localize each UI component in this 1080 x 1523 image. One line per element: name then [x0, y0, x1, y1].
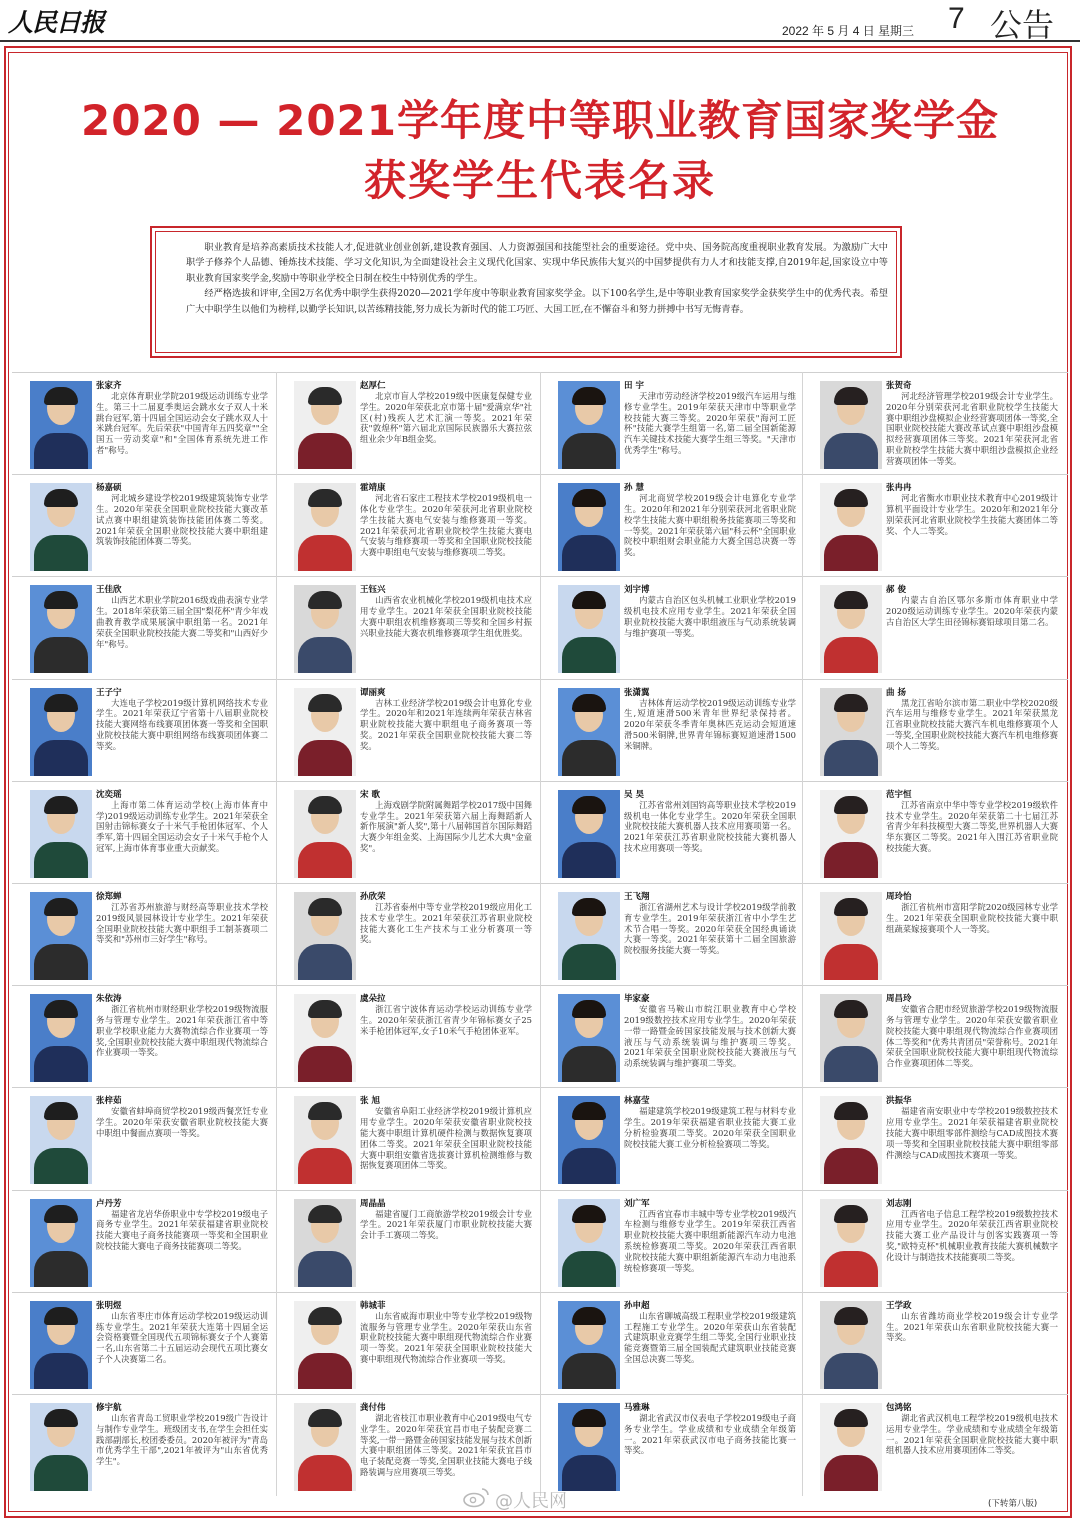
- student-description: 江苏省泰州中等专业学校2019级应用化工技术专业学生。2021年荣获江苏省职业院校技能大赛化工生产技术与工业分析赛项一等奖。: [360, 902, 532, 945]
- photo-hair: [834, 387, 868, 405]
- student-description: 湖北省枝江市职业教育中心2019级电气专业学生。2020年荣获宜昌市电子装配竞赛二等奖,一带一路暨金砖国家技能发展与技术创新大赛中职组团体三等奖。2021年荣获宜昌市电子装配竞赛一等奖,全国职业技能大赛电子线路装调与应用赛项三等奖。: [360, 1413, 532, 1477]
- issue-date: 2022 年 5 月 4 日 星期三: [782, 24, 915, 38]
- photo-figure: [34, 433, 88, 469]
- student-entry: [276, 884, 538, 985]
- student-name: 王子宁: [96, 687, 122, 698]
- student-name: 张梓茹: [96, 1096, 122, 1107]
- student-entry: [276, 1088, 538, 1189]
- student-name: 洪振华: [886, 1096, 912, 1107]
- student-description: 江苏省常州刘国钧高等职业技术学校2019级机电一体化专业学生。2020年荣获全国职业院校技能大赛机器人技术应用赛项第一名。2021年荣获江苏省职业院校技能大赛机器人技术应用赛项一等奖。: [624, 799, 796, 853]
- student-description: 江西省电子信息工程学校2019级数控技术应用专业学生。2020年荣获江西省职业院校技能大赛工业产品设计与创客实践赛项一等奖,"欧特克杯"机械职业教育技能大赛机械数字化设计与制造技术技能赛项二等奖。: [886, 1208, 1058, 1262]
- student-name: 周晶晶: [360, 1198, 386, 1209]
- student-name: 张明煜: [96, 1300, 122, 1311]
- photo-hair: [834, 1000, 868, 1018]
- student-name: 韩城菲: [360, 1300, 386, 1311]
- student-name: 刘宇博: [624, 585, 650, 596]
- student-description: 江西省宜春市丰城中等专业学校2019级汽车检测与维修专业学生。2019年荣获江西省职业院校技能大赛中职组新能源汽车动力电池系统检修赛项二等奖。2020年荣获江西省职业院校技能大赛中职组新能源汽车动力电池系统检修赛项一等奖。: [624, 1208, 796, 1273]
- student-name: 王佳欣: [96, 585, 122, 596]
- student-photo: [30, 688, 92, 776]
- student-entry: [802, 577, 1064, 678]
- student-entry: [276, 475, 538, 576]
- student-photo: [558, 585, 620, 673]
- student-name: 王学政: [886, 1300, 912, 1311]
- student-photo: [294, 994, 356, 1082]
- student-entry: [802, 1088, 1064, 1189]
- column-divider: [802, 372, 803, 1496]
- photo-figure: [562, 1046, 616, 1082]
- photo-hair: [572, 489, 606, 507]
- student-entry: [802, 1395, 1064, 1496]
- student-description: 江苏省南京中华中等专业学校2019级软件技术专业学生。2020年荣获第二十七届江苏省青少年科技模型大赛二等奖,世界机器人大赛华东赛区二等奖。2021年入围江苏省职业院校技能大赛。: [886, 799, 1058, 853]
- student-photo: [820, 994, 882, 1082]
- photo-hair: [572, 1409, 606, 1427]
- student-name: 张贺奇: [886, 381, 912, 391]
- weibo-icon: [462, 1486, 490, 1508]
- photo-hair: [44, 387, 78, 405]
- student-name: 周昌玲: [886, 994, 912, 1005]
- student-description: 河北经济管理学校2019级会计专业学生。2020年分别荣获河北省职业院校学生技能大赛中职组沙盘模拟企业经营赛项团体一等奖,全国职业院校技能大赛改革试点赛中职组沙盘模拟经营赛项团体三等奖。2021年荣获河北省职业院校学生技能大赛中职组沙盘模拟企业经营赛项团体一等奖。: [886, 391, 1058, 466]
- student-description: 河北省石家庄工程技术学校2019级机电一体化专业学生。2020年荣获河北省职业院校学生技能大赛电气安装与维修赛项一等奖。2021年荣获河北省职业院校学生技能大赛电气安装与维修赛项一等奖和全国职业院校技能大赛中职组电气安装与维修赛项二等奖。: [360, 493, 532, 558]
- photo-figure: [562, 1455, 616, 1491]
- student-name: 孙 慧: [624, 483, 644, 494]
- student-name: 曲 扬: [886, 687, 906, 698]
- student-description: 天津市劳动经济学校2019级汽车运用与维修专业学生。2019年荣获天津市中等职业学校技能大赛三等奖。2020年荣获"海河工匠杯"技能大赛学生组第一名,第二届全国新能源汽车关键技术技能大赛学生组三等奖。"天津市优秀学生"称号。: [624, 391, 796, 455]
- student-entry: [540, 1088, 802, 1189]
- student-photo: [294, 1199, 356, 1287]
- photo-hair: [44, 796, 78, 814]
- student-entry: [276, 1293, 538, 1394]
- student-photo: [820, 688, 882, 776]
- student-entry: [540, 680, 802, 781]
- student-entry: [12, 884, 274, 985]
- student-entry: [540, 1395, 802, 1496]
- student-description: 福建省厦门工商旅游学校2019级会计专业学生。2021年荣获厦门市职业院校技能大赛会计手工赛项二等奖。: [360, 1208, 532, 1241]
- newspaper-logo: 人民日报: [8, 8, 105, 37]
- student-photo: [294, 892, 356, 980]
- student-entry: [540, 1191, 802, 1292]
- photo-figure: [298, 433, 352, 469]
- student-photo: [30, 381, 92, 469]
- student-description: 吉林工业经济学校2019级会计电算化专业学生。2020年和2021年连续两年荣获吉林省职业院校技能大赛中职组电子商务赛项一等奖。2021年荣获全国职业院校技能大赛二等奖。: [360, 697, 532, 751]
- student-description: 山东省威海市职业中等专业学校2019级物流服务与管理专业学生。2020年荣获山东省职业院校技能大赛中职组现代物流综合作业赛项一等奖。2021年荣获全国职业院校技能大赛中职组现代物流综合作业赛项一等奖。: [360, 1310, 532, 1364]
- student-description: 黑龙江省哈尔滨市第二职业中学校2020级汽车运用与维修专业学生。2021年荣获黑龙江省职业院校技能大赛汽车机电维修赛项个人一等奖,全国职业院校技能大赛汽车机电维修赛项个人二等奖。: [886, 697, 1058, 751]
- student-photo: [294, 585, 356, 673]
- student-description: 内蒙古自治区包头机械工业职业学校2019级机电技术应用专业学生。2021年荣获全国职业院校技能大赛中职组液压与气动系统装调与维护赛项一等奖。: [624, 595, 796, 638]
- student-photo: [820, 1403, 882, 1491]
- photo-hair: [308, 489, 342, 507]
- photo-hair: [308, 1307, 342, 1325]
- student-entry: [540, 475, 802, 576]
- photo-figure: [34, 944, 88, 980]
- student-name: 朱依涛: [96, 994, 122, 1005]
- student-photo: [30, 483, 92, 571]
- student-photo: [294, 381, 356, 469]
- student-description: 浙江省杭州市财经职业学校2019级物流服务与管理专业学生。2021年荣获浙江省中等职业学校职业能力大赛物流综合作业赛项一等奖,全国职业院校技能大赛中职组现代物流综合作业赛项一等奖。: [96, 1004, 268, 1058]
- student-entry: [276, 1395, 538, 1496]
- student-photo: [820, 1199, 882, 1287]
- photo-figure: [562, 944, 616, 980]
- student-description: 安徽省阜阳工业经济学校2019级计算机应用专业学生。2020年荣获安徽省职业院校技能大赛中职组计算机硬件检测与数据恢复赛项团体二等奖。2021年荣获全国职业院校技能大赛中职组安徽省选拔赛计算机检测维修与数据恢复赛项团体二等奖。: [360, 1106, 532, 1171]
- photo-hair: [44, 1307, 78, 1325]
- student-name: 张 旭: [360, 1096, 380, 1107]
- student-description: 江苏省苏州旅游与财经高等职业技术学校2019级风景园林设计专业学生。2021年荣获全国职业院校技能大赛中职组手工制茶赛项二等奖和"苏州市三好学生"称号。: [96, 902, 268, 945]
- photo-figure: [298, 1148, 352, 1184]
- student-description: 浙江省杭州市富阳学院2020级园林专业学生。2021年荣获全国职业院校技能大赛中职组蔬菜嫁接赛项个人一等奖。: [886, 902, 1058, 934]
- student-photo: [558, 483, 620, 571]
- student-name: 孙申超: [624, 1300, 650, 1311]
- photo-hair: [44, 591, 78, 609]
- photo-figure: [34, 1251, 88, 1287]
- student-name: 王飞翔: [624, 892, 650, 902]
- photo-hair: [44, 1205, 78, 1223]
- student-photo: [558, 1199, 620, 1287]
- page-number: 7: [948, 2, 965, 35]
- student-description: 福建省南安职业中专学校2019级数控技术应用专业学生。2021年荣获福建省职业院校技能大赛中职组零部件测绘与CAD成图技术赛项一等奖和全国职业院校技能大赛中职组零部件测绘与CAD成图技术赛项一等奖。: [886, 1106, 1058, 1160]
- photo-figure: [298, 1353, 352, 1389]
- student-description: 安徽省蚌埠商贸学校2019级西餐烹饪专业学生。2020年荣获安徽省职业院校技能大赛中职组中餐面点赛项一等奖。: [96, 1106, 268, 1138]
- student-name: 修宇航: [96, 1403, 122, 1413]
- photo-figure: [562, 1353, 616, 1389]
- photo-figure: [562, 637, 616, 673]
- student-photo: [30, 1199, 92, 1287]
- student-name: 龚付伟: [360, 1403, 386, 1413]
- student-description: 福建省龙岩华侨职业中专学校2019级电子商务专业学生。2021年荣获福建省职业院校技能大赛电子商务技能赛项一等奖和全国职业院校技能大赛电子商务技能赛项二等奖。: [96, 1208, 268, 1251]
- photo-figure: [298, 1455, 352, 1491]
- student-entry: [540, 1293, 802, 1394]
- photo-hair: [308, 694, 342, 712]
- photo-hair: [834, 694, 868, 712]
- student-photo: [294, 688, 356, 776]
- student-name: 徐郑蝉: [96, 892, 122, 902]
- photo-figure: [824, 433, 878, 469]
- student-photo: [558, 1403, 620, 1491]
- photo-hair: [572, 898, 606, 916]
- photo-figure: [562, 740, 616, 776]
- photo-figure: [298, 842, 352, 878]
- student-entry: [276, 986, 538, 1087]
- photo-figure: [34, 1353, 88, 1389]
- student-photo: [820, 1301, 882, 1389]
- photo-figure: [824, 535, 878, 571]
- photo-hair: [308, 1205, 342, 1223]
- photo-figure: [562, 842, 616, 878]
- photo-figure: [824, 637, 878, 673]
- page-title-line2: 获奖学生代表名录: [363, 156, 716, 205]
- photo-hair: [44, 898, 78, 916]
- photo-figure: [34, 637, 88, 673]
- photo-figure: [824, 740, 878, 776]
- photo-hair: [572, 387, 606, 405]
- photo-hair: [572, 1102, 606, 1120]
- student-name: 宋 歌: [360, 789, 380, 800]
- student-entry: [12, 986, 274, 1087]
- student-name: 毕家豪: [624, 994, 650, 1005]
- student-name: 刘志刚: [886, 1198, 912, 1209]
- photo-hair: [572, 796, 606, 814]
- student-entry: [802, 1293, 1064, 1394]
- photo-figure: [824, 944, 878, 980]
- photo-hair: [572, 694, 606, 712]
- student-photo: [558, 1096, 620, 1184]
- student-photo: [294, 483, 356, 571]
- student-photo: [820, 381, 882, 469]
- student-name: 林嘉莹: [624, 1096, 650, 1107]
- photo-hair: [308, 796, 342, 814]
- photo-figure: [34, 1046, 88, 1082]
- photo-hair: [308, 387, 342, 405]
- photo-figure: [824, 1455, 878, 1491]
- student-description: 山东省聊城高级工程职业学校2019级建筑工程施工专业学生。2020年荣获山东省装配式建筑职业竞赛学生组二等奖,全国行业职业技能竞赛暨第三届全国装配式建筑职业技能竞赛全国总决赛二等奖。: [624, 1310, 796, 1364]
- photo-figure: [562, 535, 616, 571]
- student-entry: [12, 1088, 274, 1189]
- photo-hair: [308, 1102, 342, 1120]
- photo-figure: [298, 535, 352, 571]
- student-description: 山西艺术职业学院2016级戏曲表演专业学生。2018年荣获第三届全国"梨花杯"青少年戏曲教育教学成果展演中职组第一名。2021年荣获全国职业院校技能大赛二等奖和"山西好少年"称号。: [96, 595, 268, 649]
- student-name: 张潇翼: [624, 687, 650, 698]
- student-name: 张冉冉: [886, 483, 912, 494]
- photo-hair: [44, 694, 78, 712]
- student-description: 安徽省马鞍山市皖江职业教育中心学校2019级数控技术应用专业学生。2020年荣获一带一路暨金砖国家技能发展与技术创新大赛液压与气动系统装调与维护赛项三等奖。2021年荣获全国职业院校技能大赛液压与气动系统装调与维护赛项二等奖。: [624, 1004, 796, 1069]
- photo-hair: [308, 898, 342, 916]
- photo-figure: [298, 944, 352, 980]
- photo-figure: [824, 1046, 878, 1082]
- student-description: 山东省枣庄市体育运动学校2019级运动训练专业学生。2021年荣获大连第十四届全运会资格赛暨全国现代五项锦标赛女子个人赛第一名,山东省第二十五届运动会现代五项比赛女子个人决赛第二名。: [96, 1310, 268, 1364]
- student-description: 浙江省宁波体育运动学校运动训练专业学生。2020年荣获浙江省青少年锦标赛女子25米手枪团体冠军,女子10米气手枪团体亚军。: [360, 1004, 532, 1036]
- student-name: 周玲怡: [886, 892, 912, 902]
- student-photo: [30, 790, 92, 878]
- student-description: 河北省衡水市职业技术教育中心2019级计算机平面设计专业学生。2020年和2021年分别荣获河北省职业院校学生技能大赛团体二等奖、个人二等奖。: [886, 493, 1058, 536]
- student-photo: [30, 1301, 92, 1389]
- student-photo: [820, 892, 882, 980]
- student-entry: [540, 577, 802, 678]
- student-description: 河北城乡建设学校2019级建筑装饰专业学生。2020年荣获全国职业院校技能大赛改革试点赛中职组建筑装饰技能团体赛二等奖。2021年荣获全国职业院校技能大赛中职组建筑装饰技能团体赛二等奖。: [96, 493, 268, 547]
- photo-hair: [572, 591, 606, 609]
- intro-paragraph-2: 经严格选拔和评审,全国2万名优秀中职学生获得2020—2021学年度中等职业教育国家奖学金。以下100名学生,是中等职业教育国家奖学金获奖学生中的优秀代表。希望广大中职学生以他们为榜样,以勤学长知识,以苦练精技能,努力成长为新时代的能工巧匠、大国工匠,在不懈奋斗和努力拼搏中书写无悔青春。: [186, 288, 888, 315]
- student-name: 马雅琳: [624, 1403, 650, 1413]
- student-description: 湖北省武汉市仪表电子学校2019级电子商务专业学生。学业成绩和专业成绩全年级第一。2021年荣获武汉市电子商务技能比赛一等奖。: [624, 1413, 796, 1456]
- photo-hair: [834, 1205, 868, 1223]
- photo-figure: [34, 1148, 88, 1184]
- student-description: 山东省潍坊商业学校2019级会计专业学生。2021年荣获山东省职业院校技能大赛一等奖。: [886, 1310, 1058, 1343]
- student-description: 北京市盲人学校2019级中医康复保健专业学生。2020年荣获北京市第十届"爱满京华"社区(村)残疾人艺术汇演一等奖。2021年荣获"敦煌杯"第六届北京国际民族器乐大赛拉弦组业余少年B组金奖。: [360, 391, 532, 445]
- student-entry: [12, 680, 274, 781]
- photo-figure: [34, 740, 88, 776]
- photo-figure: [298, 1251, 352, 1287]
- photo-figure: [562, 1148, 616, 1184]
- student-entry: [12, 577, 274, 678]
- photo-hair: [44, 1000, 78, 1018]
- intro-text: [186, 240, 888, 317]
- photo-hair: [834, 1409, 868, 1427]
- photo-hair: [572, 1000, 606, 1018]
- student-entry: [12, 475, 274, 576]
- student-name: 范宇恒: [886, 789, 912, 800]
- photo-hair: [308, 591, 342, 609]
- student-photo: [294, 1403, 356, 1491]
- student-description: 山东省青岛工贸职业学校2019级广告设计与制作专业学生。班级团支书,在学生会担任实践部副部长,校团委委员。2020年被评为"青岛市优秀学生干部",2021年被评为"山东省优秀学生"。: [96, 1413, 268, 1467]
- student-photo: [820, 585, 882, 673]
- student-name: 孙欣荣: [360, 892, 386, 902]
- photo-hair: [44, 1409, 78, 1427]
- section-name: 公告: [990, 6, 1055, 44]
- photo-hair: [308, 1000, 342, 1018]
- student-entry: [802, 782, 1064, 883]
- student-name: 吴 昊: [624, 789, 644, 800]
- student-description: 上海市第二体育运动学校(上海市体育中学)2019级运动训练专业学生。2021年荣获全国射击锦标赛女子十米气手枪团体冠军、个人季军,第十四届全国运动会女子十米气手枪个人冠军,上海市体育事业重大贡献奖。: [96, 799, 268, 853]
- student-entry: [276, 680, 538, 781]
- student-photo: [558, 381, 620, 469]
- student-name: 郝 俊: [886, 585, 906, 596]
- student-photo: [294, 1301, 356, 1389]
- photo-figure: [824, 1251, 878, 1287]
- student-name: 谭丽爽: [360, 687, 386, 698]
- intro-paragraph-1: 职业教育是培养高素质技术技能人才,促进就业创业创新,建设教育强国、人力资源强国和技能型社会的重要途径。党中央、国务院高度重视职业教育发展。为激励广大中职学子修养个人品德、锤炼技术技能、学习文化知识,为全面建设社会主义现代化国家、实现中华民族伟大复兴的中国梦提供有力人才和技能支撑,自2019年起,国家设立中等职业教育国家奖学金,奖励中等职业学校全日制在校生中特别优秀的学生。: [186, 242, 888, 284]
- student-photo: [30, 585, 92, 673]
- photo-hair: [44, 489, 78, 507]
- photo-hair: [834, 796, 868, 814]
- photo-hair: [572, 1205, 606, 1223]
- student-name: 杨嘉硕: [96, 483, 122, 494]
- student-photo: [558, 688, 620, 776]
- student-photo: [294, 1096, 356, 1184]
- photo-hair: [834, 489, 868, 507]
- student-description: 福建建筑学校2019级建筑工程与材料专业学生。2019年荣获福建省职业技能大赛工业分析检验赛项二等奖。2020年荣获全国职业院校技能大赛工业分析检验赛项二等奖。: [624, 1106, 796, 1149]
- student-name: 田 宇: [624, 381, 644, 391]
- photo-hair: [834, 1307, 868, 1325]
- watermark: @人民网: [495, 1491, 567, 1512]
- student-description: 河北商贸学校2019级会计电算化专业学生。2020年和2021年分别荣获河北省职业院校学生技能大赛中职组税务技能赛项三等奖和一等奖。2021年荣获第六届"科云杯"全国职业院校中职组财会职业能力大赛全国总决赛一等奖。: [624, 493, 796, 558]
- photo-hair: [308, 1409, 342, 1427]
- student-entry: [540, 986, 802, 1087]
- student-photo: [30, 994, 92, 1082]
- student-name: 刘广军: [624, 1198, 650, 1209]
- column-divider: [540, 372, 541, 1496]
- student-entry: [802, 1191, 1064, 1292]
- photo-figure: [824, 842, 878, 878]
- student-description: 内蒙古自治区鄂尔多斯市体育职业中学2020级运动训练专业学生。2020年荣获内蒙古自治区大学生田径锦标赛铅球项目第二名。: [886, 595, 1058, 627]
- photo-figure: [562, 1251, 616, 1287]
- student-photo: [820, 790, 882, 878]
- student-photo: [820, 1096, 882, 1184]
- student-description: 北京体育职业学院2019级运动训练专业学生。第三十二届夏季奥运会跳水女子双人十米跳台冠军,第十四届全国运动会女子跳水双人十米跳台冠军。先后荣获"中国青年五四奖章""全国五一劳动奖章"和"全国体育系统先进工作者"称号。: [96, 391, 268, 455]
- student-photo: [558, 994, 620, 1082]
- photo-figure: [298, 637, 352, 673]
- student-name: 包鸿铭: [886, 1403, 912, 1413]
- photo-hair: [572, 1307, 606, 1325]
- photo-figure: [824, 1353, 878, 1389]
- student-photo: [820, 483, 882, 571]
- column-divider: [276, 372, 277, 1496]
- student-name: 卢丹芳: [96, 1198, 122, 1209]
- student-entry: [12, 1293, 274, 1394]
- student-name: 张家齐: [96, 381, 122, 391]
- page-title-line1: 2020 — 2021学年度中等职业教育国家奖学金: [80, 96, 1000, 145]
- student-photo: [558, 1301, 620, 1389]
- student-photo: [558, 892, 620, 980]
- photo-figure: [298, 1046, 352, 1082]
- photo-figure: [298, 740, 352, 776]
- student-description: 湖北省武汉机电工程学校2019级机电技术运用专业学生。学业成绩和专业成绩全年级第一。2021年荣获全国职业院校技能大赛中职组机器人技术应用赛项团体二等奖。: [886, 1413, 1058, 1456]
- student-photo: [30, 892, 92, 980]
- student-name: 赵厚仁: [360, 381, 386, 391]
- student-entry: [12, 782, 274, 883]
- student-name: 沈奕瑶: [96, 789, 122, 800]
- student-entry: [276, 577, 538, 678]
- student-entry: [12, 1191, 274, 1292]
- student-name: 虞朵拉: [360, 994, 386, 1005]
- student-entry: [12, 373, 274, 474]
- masthead: [0, 0, 1080, 42]
- photo-hair: [834, 1102, 868, 1120]
- student-photo: [558, 790, 620, 878]
- photo-figure: [824, 1148, 878, 1184]
- student-entry: [276, 782, 538, 883]
- student-description: 大连电子学校2019级计算机网络技术专业学生。2021年荣获辽宁省第十八届职业院校技能大赛网络布线赛项团体赛一等奖和全国职业院校技能大赛中职组网络布线赛项团体赛二等奖。: [96, 697, 268, 751]
- student-entry: [540, 782, 802, 883]
- student-entry: [802, 986, 1064, 1087]
- photo-hair: [834, 898, 868, 916]
- student-description: 吉林体育运动学校2019级运动训练专业学生,短道速滑500米青年世界纪录保持者。2020年荣获冬季青年奥林匹克运动会短道速滑500米铜牌,世界青年锦标赛短道速滑1500米铜牌。: [624, 697, 796, 751]
- photo-figure: [34, 1455, 88, 1491]
- student-entry: [276, 373, 538, 474]
- student-description: 山西省农业机械化学校2019级机电技术应用专业学生。2021年荣获全国职业院校技能大赛中职组农机维修赛项三等奖和全国乡村振兴职业技能大赛农机维修赛项学生组优胜奖。: [360, 595, 532, 638]
- student-entry: [802, 475, 1064, 576]
- student-description: 上海戏剧学院附属舞蹈学校2017级中国舞专业学生。2021年荣获第六届上海舞蹈新人新作展演"新人奖",第十八届韩国首尔国际舞蹈大赛少年组金奖、上海国际少儿艺术大典"金童奖"。: [360, 799, 532, 853]
- student-entry: [802, 680, 1064, 781]
- continued-note: (下转第八版): [988, 1499, 1038, 1509]
- photo-hair: [44, 1102, 78, 1120]
- student-entry: [276, 1191, 538, 1292]
- student-description: 浙江省湖州艺术与设计学校2019级学前教育专业学生。2019年荣获浙江省中小学生艺术节合唱一等奖。2020年荣获全国经典诵读大赛一等奖。2021年荣获第十二届全国旅游院校服务技能大赛一等奖。: [624, 902, 796, 956]
- student-entry: [802, 884, 1064, 985]
- photo-figure: [34, 842, 88, 878]
- student-entry: [12, 1395, 274, 1496]
- student-name: 王钰兴: [360, 585, 386, 596]
- student-photo: [30, 1403, 92, 1491]
- student-entry: [540, 373, 802, 474]
- student-name: 霍靖康: [360, 483, 386, 494]
- student-photo: [294, 790, 356, 878]
- student-photo: [30, 1096, 92, 1184]
- student-entry: [540, 884, 802, 985]
- student-description: 安徽省合肥市经贸旅游学校2019级物流服务与管理专业学生。2020年荣获安徽省职业院校技能大赛中职组现代物流综合作业赛项团体二等奖和"优秀共青团员"荣誉称号。2021年荣获全国职业院校技能大赛中职组现代物流综合作业赛项团体二等奖。: [886, 1004, 1058, 1069]
- student-entry: [802, 373, 1064, 474]
- photo-figure: [562, 433, 616, 469]
- photo-hair: [834, 591, 868, 609]
- photo-figure: [34, 535, 88, 571]
